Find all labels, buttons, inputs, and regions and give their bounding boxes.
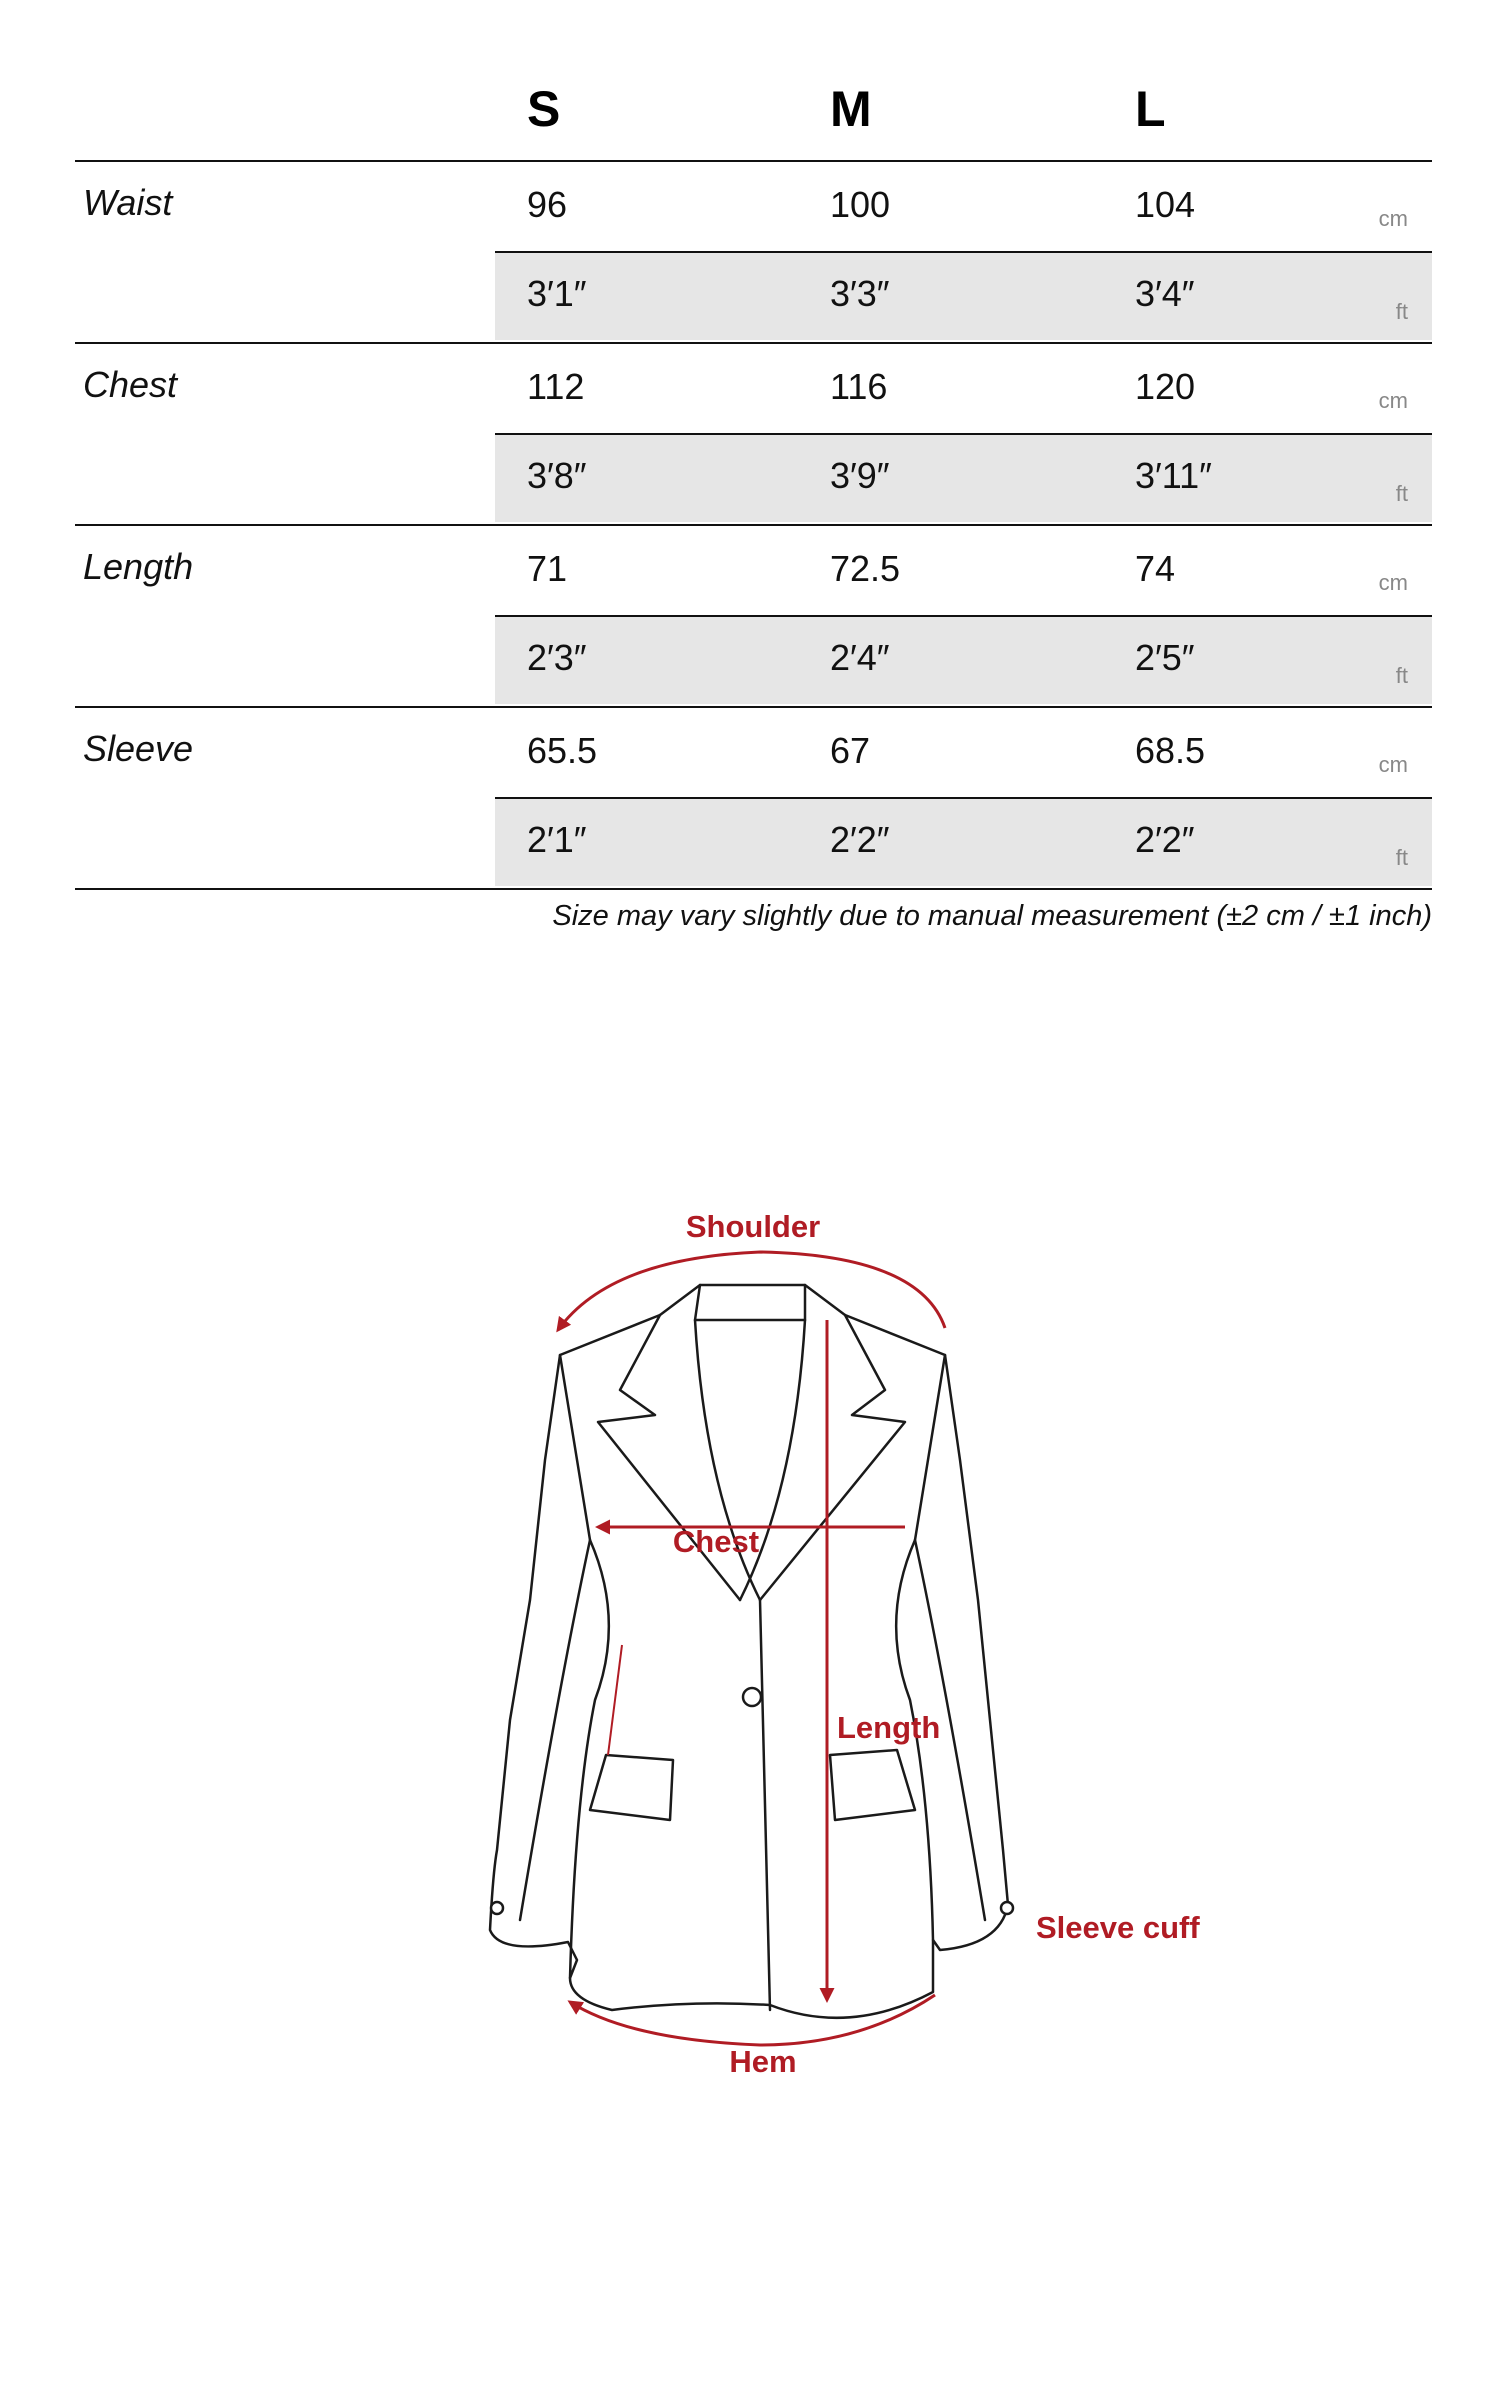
value-cell: 3′9″	[830, 455, 890, 496]
measurement-group-length	[75, 524, 1432, 706]
measurement-name: Waist	[83, 182, 173, 223]
value-cell: 2′3″	[527, 637, 587, 678]
value-cell: 3′11″	[1135, 455, 1212, 496]
value-cell: 71	[527, 548, 568, 589]
unit-label-cm: cm	[1378, 570, 1408, 595]
cm-row	[495, 526, 1432, 615]
unit-label-ft: ft	[1395, 481, 1408, 506]
value-cell: 72.5	[830, 548, 901, 589]
cm-row	[495, 162, 1432, 251]
value-cell: 116	[830, 366, 888, 407]
size-header-l: L	[1135, 81, 1166, 137]
size-header-m: M	[830, 81, 872, 137]
value-cell: 96	[527, 184, 568, 225]
value-cell: 2′4″	[830, 637, 890, 678]
measurement-guides	[558, 1252, 945, 2045]
measurement-group-chest	[75, 342, 1432, 524]
label-shoulder: Shoulder	[685, 1209, 821, 1244]
value-cell: 3′3″	[830, 273, 890, 314]
measurement-name: Sleeve	[83, 728, 194, 769]
unit-label-cm: cm	[1378, 388, 1408, 413]
value-cell: 2′5″	[1135, 637, 1195, 678]
measurement-note: Size may vary slightly due to manual measurement (±2 cm / ±1 inch)	[552, 900, 1432, 932]
side-mark	[608, 1645, 622, 1755]
hem-arrow	[570, 1995, 935, 2045]
ft-row	[495, 615, 1432, 704]
ft-row	[495, 797, 1432, 886]
measurement-name: Chest	[83, 364, 178, 405]
value-cell: 74	[1135, 548, 1176, 589]
value-cell: 3′8″	[527, 455, 587, 496]
label-hem: Hem	[729, 2044, 797, 2079]
unit-label-cm: cm	[1378, 752, 1408, 777]
measurement-name: Length	[83, 546, 194, 587]
ft-row	[495, 433, 1432, 522]
size-header-s: S	[527, 81, 561, 137]
value-cell: 68.5	[1135, 730, 1206, 771]
cm-row	[495, 708, 1432, 797]
value-cell: 65.5	[527, 730, 598, 771]
ft-row	[495, 251, 1432, 340]
value-cell: 104	[1135, 184, 1196, 225]
blazer-outline	[490, 1285, 1013, 2018]
value-cell: 3′4″	[1135, 273, 1195, 314]
value-cell: 100	[830, 184, 891, 225]
shoulder-arrow	[558, 1252, 945, 1330]
size-chart-table	[75, 70, 1432, 890]
label-chest: Chest	[672, 1524, 760, 1559]
label-length: Length	[837, 1710, 941, 1745]
label-sleeve-cuff: Sleeve cuff	[1036, 1910, 1200, 1945]
cm-row	[495, 344, 1432, 433]
measurement-group-sleeve	[75, 706, 1432, 890]
unit-label-cm: cm	[1378, 206, 1408, 231]
value-cell: 67	[830, 730, 871, 771]
unit-label-ft: ft	[1395, 845, 1408, 870]
unit-label-ft: ft	[1395, 299, 1408, 324]
value-cell: 120	[1135, 366, 1196, 407]
unit-label-ft: ft	[1395, 663, 1408, 688]
value-cell: 2′2″	[1135, 819, 1195, 860]
blazer-diagram	[0, 1160, 1500, 2160]
value-cell: 2′1″	[527, 819, 587, 860]
measurement-group-waist	[75, 160, 1432, 342]
value-cell: 3′1″	[527, 273, 587, 314]
value-cell: 112	[527, 366, 585, 407]
value-cell: 2′2″	[830, 819, 890, 860]
size-header-row	[75, 70, 1432, 160]
